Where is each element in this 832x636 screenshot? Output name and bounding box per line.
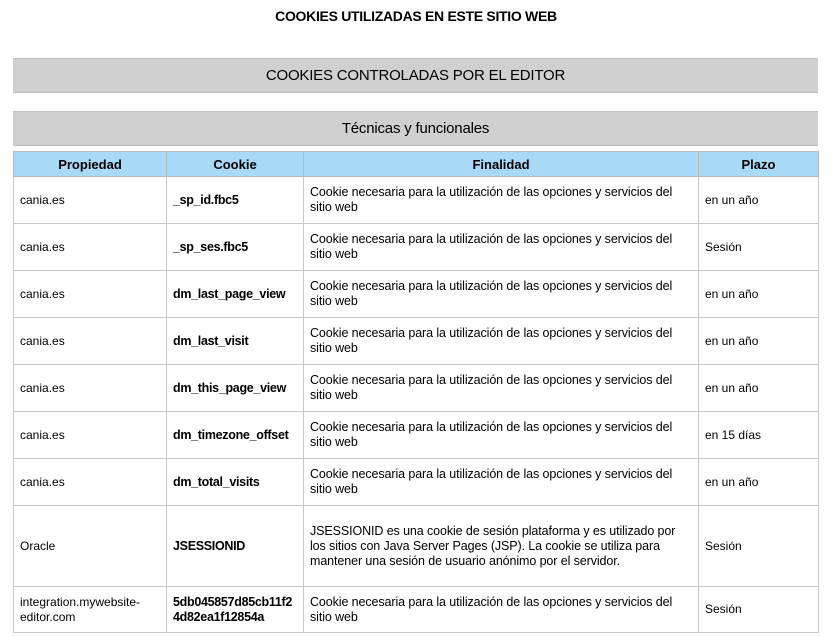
cell-property: cania.es [14,318,167,365]
cell-purpose: JSESSIONID es una cookie de sesión plataforma y es utilizado por los sitios con Java Server Pages (JSP). La cookie se utiliza para mantener una sesión de usuario anónimo por el servidor. [304,506,699,587]
cell-purpose: Cookie necesaria para la utilización de las opciones y servicios del sitio web [304,365,699,412]
subsection-title-technical: Técnicas y funcionales [13,111,818,146]
cell-cookie-name: dm_last_visit [167,318,304,365]
cell-purpose: Cookie necesaria para la utilización de las opciones y servicios del sitio web [304,271,699,318]
cell-property: cania.es [14,412,167,459]
cell-cookie-name: dm_total_visits [167,459,304,506]
cell-cookie-name: JSESSIONID [167,506,304,587]
cell-term: en un año [699,365,819,412]
cookies-table-header [14,152,819,177]
column-header-cookie: Cookie [167,152,304,177]
cell-term: en 15 días [699,412,819,459]
cell-purpose: Cookie necesaria para la utilización de las opciones y servicios del sitio web [304,318,699,365]
cell-purpose: Cookie necesaria para la utilización de las opciones y servicios del sitio web [304,412,699,459]
cell-purpose: Cookie necesaria para la utilización de las opciones y servicios del sitio web [304,587,699,633]
cell-term: en un año [699,459,819,506]
table-row [14,459,819,506]
cell-cookie-name: dm_last_page_view [167,271,304,318]
column-header-term: Plazo [699,152,819,177]
cell-purpose: Cookie necesaria para la utilización de las opciones y servicios del sitio web [304,459,699,506]
table-row [14,318,819,365]
cell-term: en un año [699,271,819,318]
cell-cookie-name: dm_timezone_offset [167,412,304,459]
cell-purpose: Cookie necesaria para la utilización de las opciones y servicios del sitio web [304,224,699,271]
cell-property: cania.es [14,459,167,506]
cell-cookie-name: _sp_ses.fbc5 [167,224,304,271]
table-row [14,271,819,318]
cell-term: Sesión [699,506,819,587]
column-header-purpose: Finalidad [304,152,699,177]
cell-cookie-name: _sp_id.fbc5 [167,177,304,224]
column-header-property: Propiedad [14,152,167,177]
table-row [14,587,819,633]
cell-term: en un año [699,177,819,224]
page-title: COOKIES UTILIZADAS EN ESTE SITIO WEB [275,8,557,24]
cell-property: Oracle [14,506,167,587]
table-row [14,365,819,412]
table-row [14,412,819,459]
cell-cookie-name: dm_this_page_view [167,365,304,412]
cell-term: Sesión [699,587,819,633]
cell-cookie-name: 5db045857d85cb11f24d82ea1f12854a [167,587,304,633]
cell-property: cania.es [14,271,167,318]
cookies-table [13,151,819,633]
table-row [14,506,819,587]
cell-property: integration.mywebsite-editor.com [14,587,167,633]
table-row [14,224,819,271]
cell-property: cania.es [14,177,167,224]
cell-property: cania.es [14,365,167,412]
table-row [14,177,819,224]
cell-term: Sesión [699,224,819,271]
cell-term: en un año [699,318,819,365]
cell-purpose: Cookie necesaria para la utilización de las opciones y servicios del sitio web [304,177,699,224]
cell-property: cania.es [14,224,167,271]
section-title-editor-cookies: COOKIES CONTROLADAS POR EL EDITOR [13,58,818,93]
cookies-table-body [14,177,819,633]
